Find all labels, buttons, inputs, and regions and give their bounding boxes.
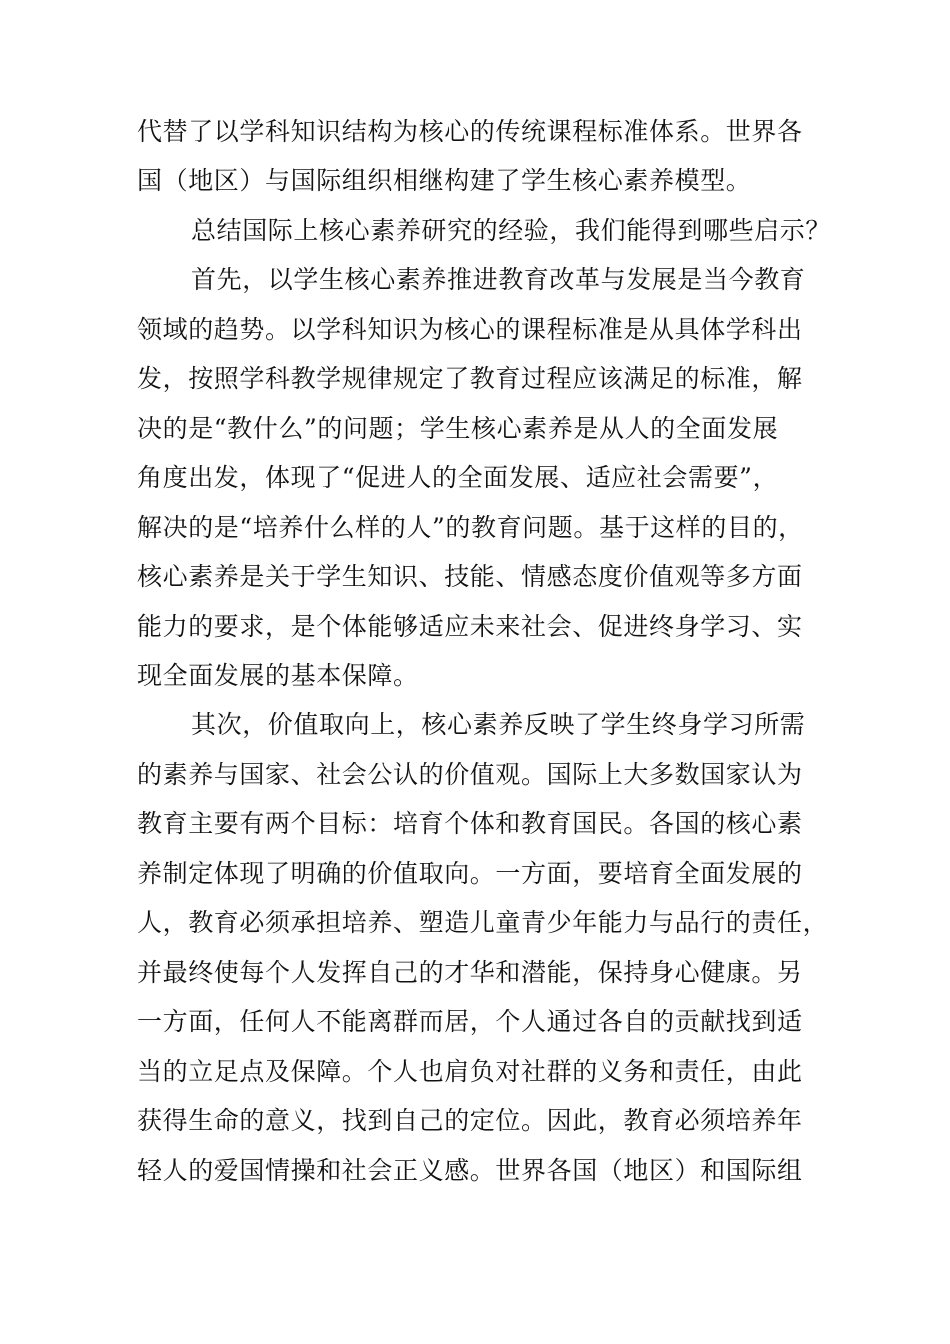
text-line: 解决的是“培养什么样的人”的教育问题。基于这样的目的， [137,513,804,542]
text-line: 代替了以学科知识结构为核心的传统课程标准体系。世界各 [137,117,803,146]
text-line: 决的是“教什么”的问题；学生核心素养是从人的全面发展 [137,414,779,443]
text-line: 领域的趋势。以学科知识为核心的课程标准是从具体学科出 [137,315,803,344]
text-line: 教育主要有两个目标：培育个体和教育国民。各国的核心素 [137,809,803,838]
text-line: 人，教育必须承担培养、塑造儿童青少年能力与品行的责任， [137,908,829,937]
text-line: 一方面，任何人不能离群而居，个人通过各自的贡献找到适 [137,1007,803,1036]
text-line: 发，按照学科教学规律规定了教育过程应该满足的标准，解 [137,364,803,393]
paragraph-start-line: 其次，价值取向上，核心素养反映了学生终身学习所需 [191,710,806,739]
paragraph-start-line: 首先，以学生核心素养推进教育改革与发展是当今教育 [191,265,806,294]
text-line: 获得生命的意义，找到自己的定位。因此，教育必须培养年 [137,1106,803,1135]
text-line: 当的立足点及保障。个人也肩负对社群的义务和责任，由此 [137,1057,803,1086]
text-line: 并最终使每个人发挥自己的才华和潜能，保持身心健康。另 [137,958,803,987]
paragraph-start-line: 总结国际上核心素养研究的经验，我们能得到哪些启示？ [191,216,832,245]
text-line: 现全面发展的基本保障。 [137,661,419,690]
text-line: 轻人的爱国情操和社会正义感。世界各国（地区）和国际组 [137,1156,803,1185]
text-line: 国（地区）与国际组织相继构建了学生核心素养模型。 [137,166,752,195]
text-line: 养制定体现了明确的价值取向。一方面，要培育全面发展的 [137,859,803,888]
text-line: 的素养与国家、社会公认的价值观。国际上大多数国家认为 [137,760,803,789]
text-line: 能力的要求，是个体能够适应未来社会、促进终身学习、实 [137,612,803,641]
text-line: 角度出发，体现了“促进人的全面发展、适应社会需要”， [137,463,779,492]
text-line: 核心素养是关于学生知识、技能、情感态度价值观等多方面 [137,562,803,591]
